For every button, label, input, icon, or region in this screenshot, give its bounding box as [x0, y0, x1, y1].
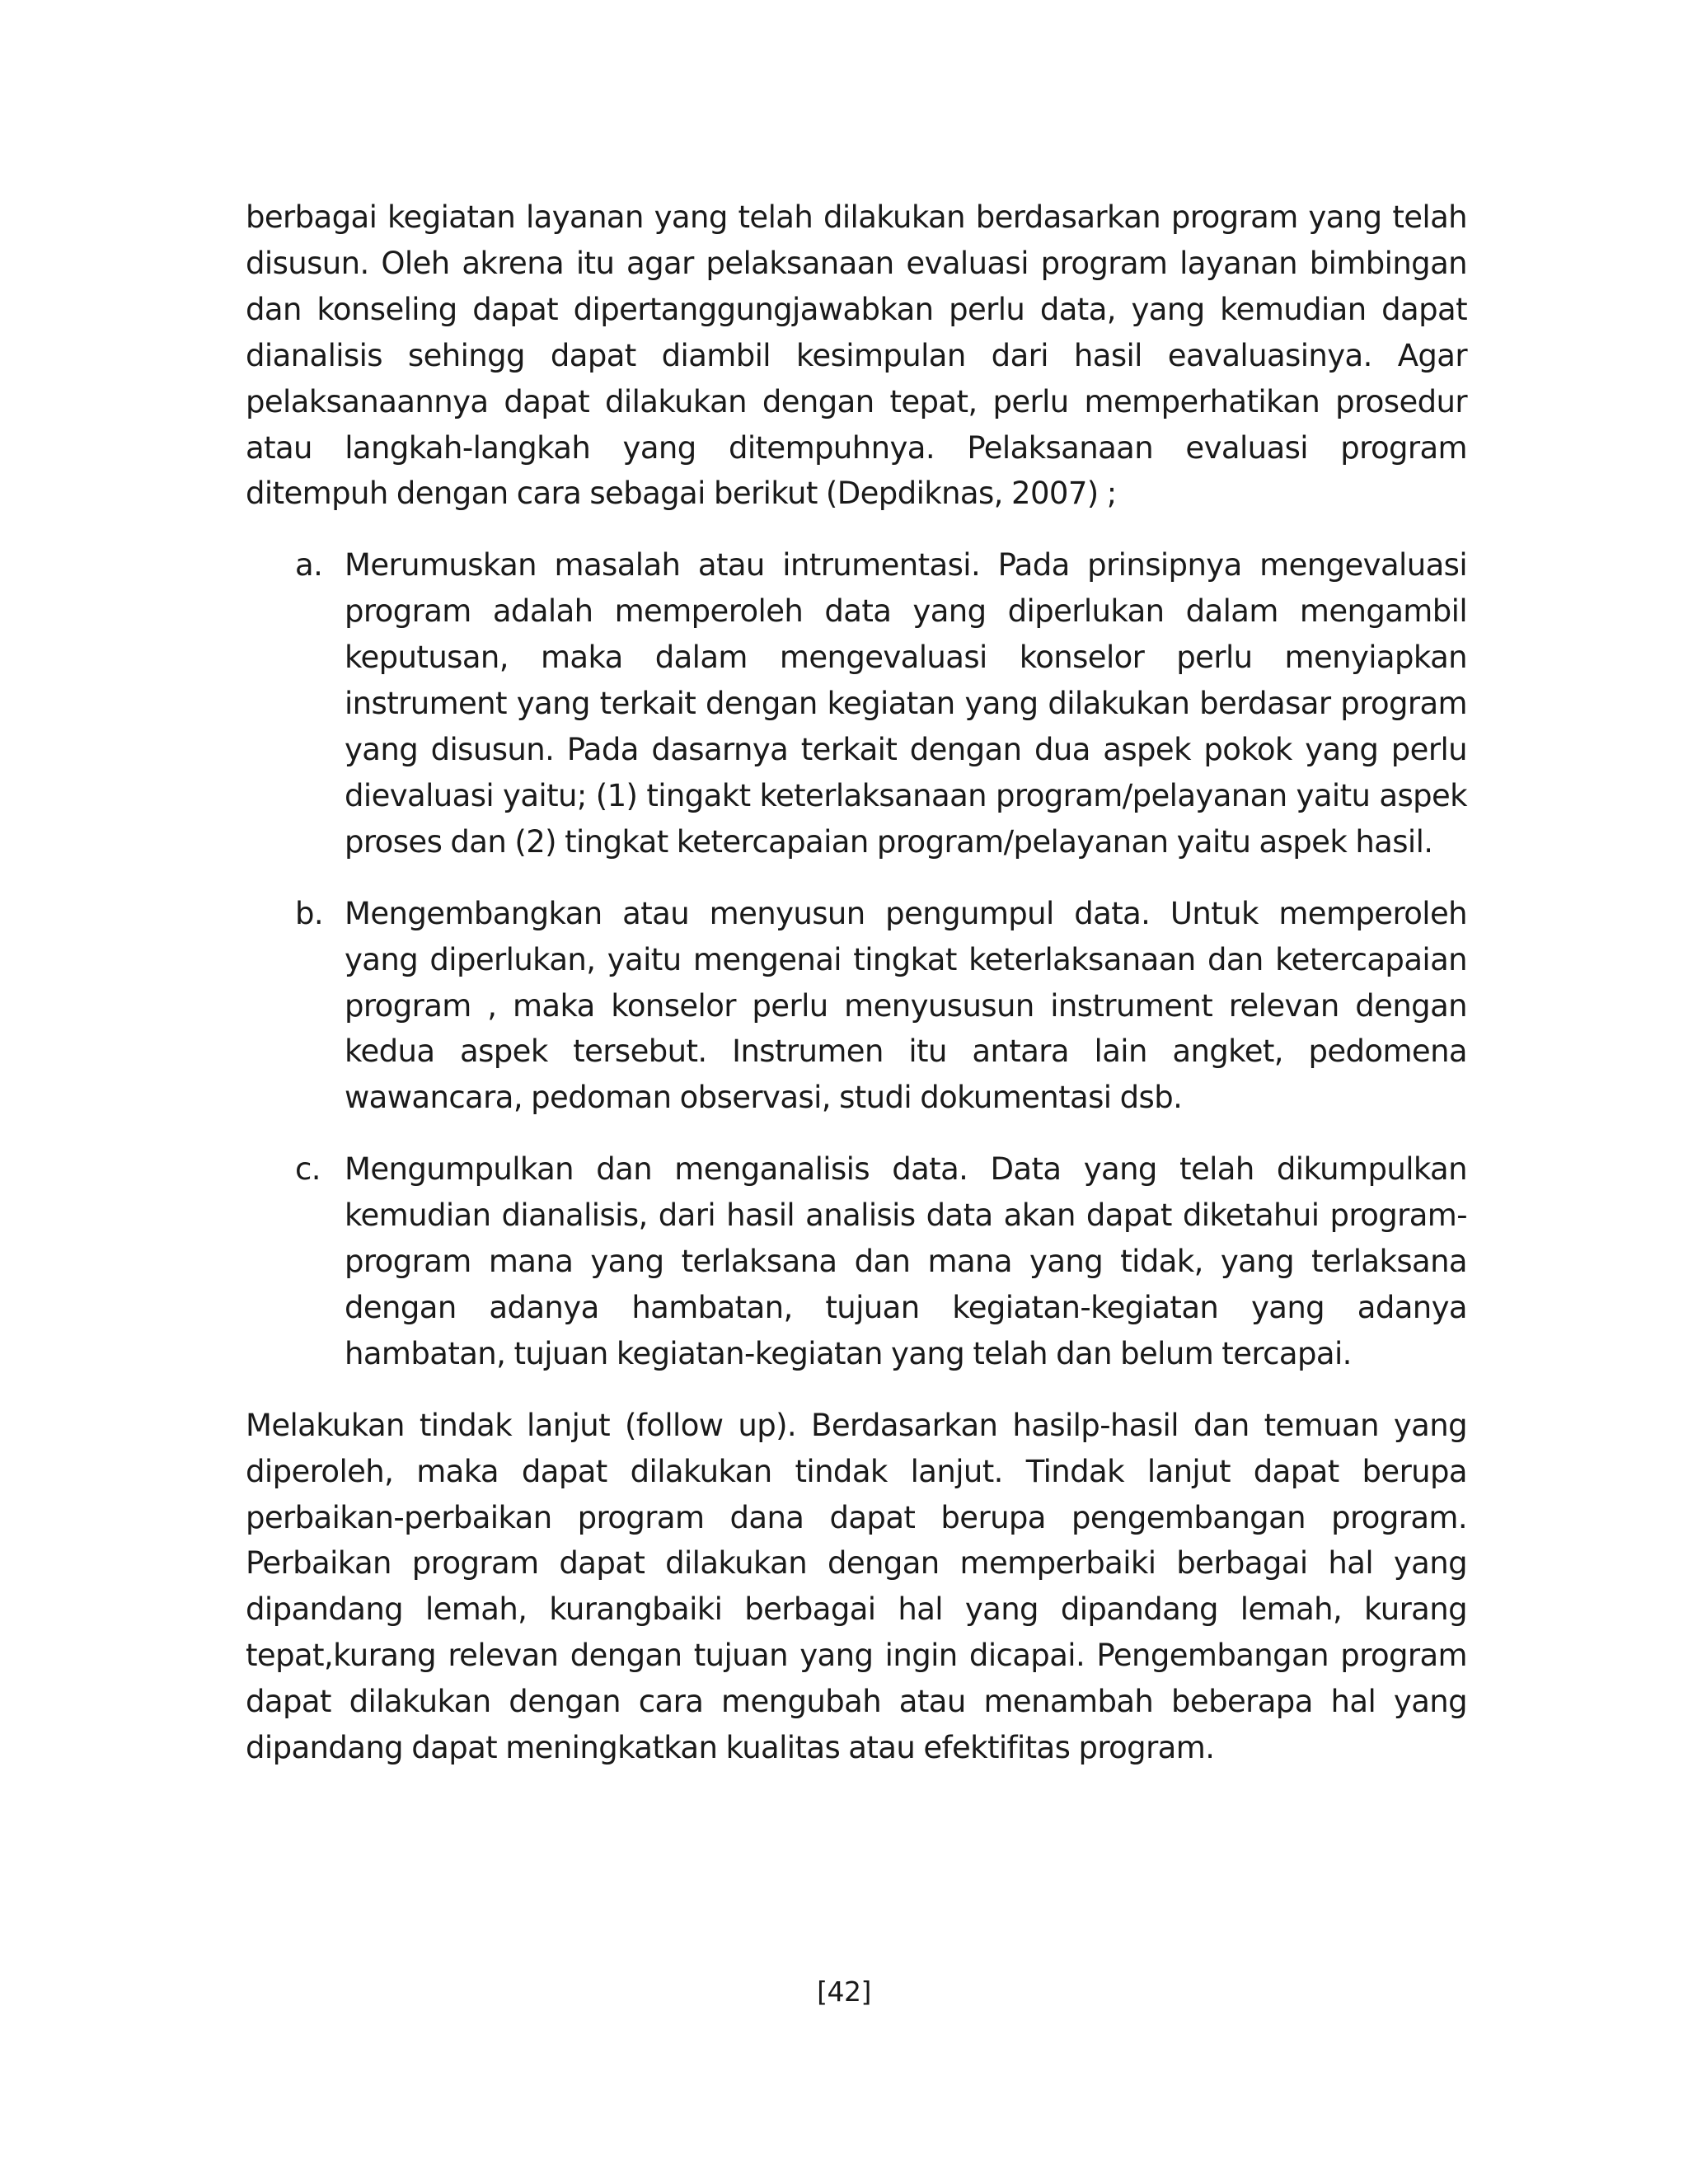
list-item-text: Merumuskan masalah atau intrumentasi. Pada prinsipnya mengevaluasi program adalah memperoleh data yang diperlukan dalam mengambil keputusan, maka dalam mengevaluasi konselor perlu menyiapkan instrument yang terkait dengan kegiatan yang dilakukan berdasar program yang disusun. Pada dasarnya terkait dengan dua aspek pokok yang perlu dievaluasi yaitu; (1) tingakt keterlaksanaan program/pelayanan yaitu aspek proses dan (2) tingkat ketercapaian program/pelayanan yaitu aspek hasil. — [345, 547, 1467, 860]
intro-paragraph: berbagai kegiatan layanan yang telah dilakukan berdasarkan program yang telah disusun. Oleh akrena itu agar pelaksanaan evaluasi program layanan bimbingan dan konseling dapat dipertanggungjawabkan perlu data, yang kemudian dapat dianalisis sehingg dapat diambil kesimpulan dari hasil eavaluasinya. Agar pelaksanaannya dapat dilakukan dengan tepat, perlu memperhatikan prosedur atau langkah-langkah yang ditempuhnya. Pelaksanaan evaluasi program ditempuh dengan cara sebagai berikut (Depdiknas, 2007) ; — [246, 199, 1467, 512]
list-item — [246, 542, 1467, 865]
procedure-list — [246, 542, 1467, 1376]
followup-paragraph: Melakukan tindak lanjut (follow up). Berdasarkan hasilp-hasil dan temuan yang diperoleh, maka dapat dilakukan tindak lanjut. Tindak lanjut dapat berupa perbaikan-perbaikan program dana dapat berupa pengembangan program. Perbaikan program dapat dilakukan dengan memperbaiki berbagai hal yang dipandang lemah, kurangbaiki berbagai hal yang dipandang lemah, kurang tepat,kurang relevan dengan tujuan yang ingin dicapai. Pengembangan program dapat dilakukan dengan cara mengubah atau menambah beberapa hal yang dipandang dapat meningkatkan kualitas atau efektifitas program. — [246, 1407, 1467, 1766]
list-marker: b. — [295, 895, 324, 931]
list-item — [246, 1146, 1467, 1377]
list-item-text: Mengumpulkan dan menganalisis data. Data yang telah dikumpulkan kemudian dianalisis, dari hasil analisis data akan dapat diketahui program-program mana yang terlaksana dan mana yang tidak, yang terlaksana dengan adanya hambatan, tujuan kegiatan-kegiatan yang adanya hambatan, tujuan kegiatan-kegiatan yang telah dan belum tercapai. — [345, 1151, 1467, 1371]
list-item-text: Mengembangkan atau menyusun pengumpul data. Untuk memperoleh yang diperlukan, yaitu mengenai tingkat keterlaksanaan dan ketercapaian program , maka konselor perlu menyususun instrument relevan dengan kedua aspek tersebut. Instrumen itu antara lain angket, pedomena wawancara, pedoman observasi, studi dokumentasi dsb. — [345, 895, 1467, 1116]
document-page — [246, 194, 1467, 1771]
page-number: [42] — [817, 1975, 871, 2008]
list-marker: a. — [295, 547, 323, 583]
list-item — [246, 891, 1467, 1122]
list-marker: c. — [295, 1151, 321, 1188]
